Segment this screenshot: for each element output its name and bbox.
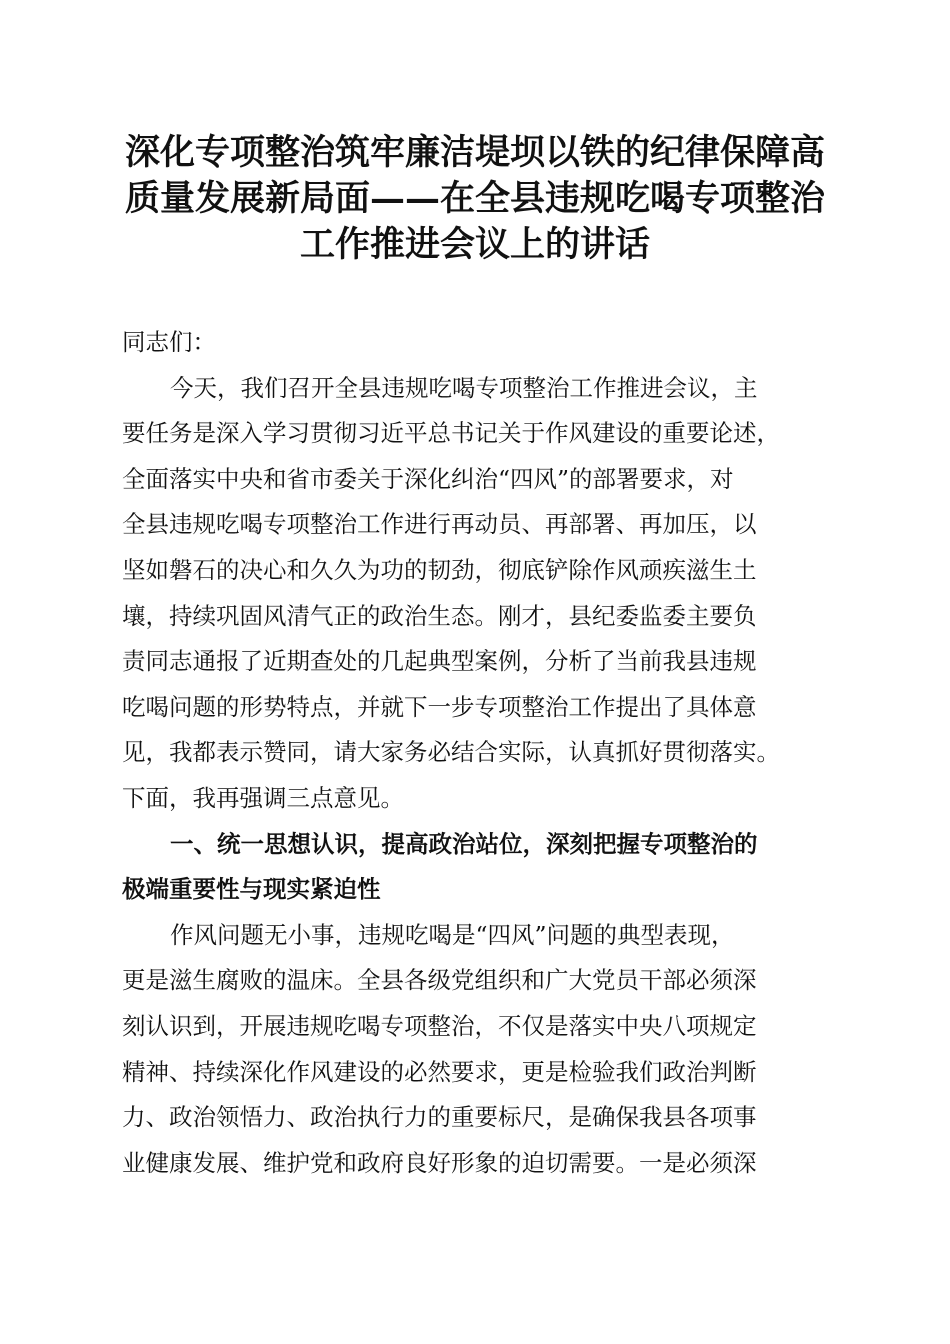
- paragraph-line: 要任务是深入学习贯彻习近平总书记关于作风建设的重要论述，: [122, 419, 780, 448]
- paragraph-line: 见，我都表示赞同，请大家务必结合实际，认真抓好贯彻落实。: [122, 738, 780, 767]
- salutation: 同志们：: [122, 328, 216, 356]
- paragraph-line: 刻认识到，开展违规吃喝专项整治，不仅是落实中央八项规定: [122, 1011, 757, 1040]
- paragraph-line: 壤，持续巩固风清气正的政治生态。刚才，县纪委监委主要负: [122, 601, 757, 630]
- title-line: 深化专项整治筑牢廉洁堤坝以铁的纪律保障高: [124, 132, 825, 173]
- title-line: 质量发展新局面——在全县违规吃喝专项整治: [124, 178, 825, 219]
- paragraph-line: 今天，我们召开全县违规吃喝专项整治工作推进会议，主: [170, 373, 758, 402]
- paragraph-line: 全面落实中央和省市委关于深化纠治“四风”的部署要求，对: [122, 464, 734, 493]
- paragraph-line: 作风问题无小事，违规吃喝是“四风”问题的典型表现，: [170, 920, 735, 949]
- paragraph-line: 业健康发展、维护党和政府良好形象的迫切需要。一是必须深: [122, 1148, 757, 1177]
- section-1-heading: [122, 822, 842, 913]
- paragraph-line: 下面，我再强调三点意见。: [122, 783, 404, 812]
- paragraph-line: 力、政治领悟力、政治执行力的重要标尺，是确保我县各项事: [122, 1103, 757, 1132]
- heading-line: 极端重要性与现实紧迫性: [122, 875, 381, 904]
- document-body: [122, 320, 842, 1186]
- paragraph-line: 坚如磐石的决心和久久为功的韧劲，彻底铲除作风顽疾滋生土: [122, 555, 757, 584]
- heading-line: 一、统一思想认识，提高政治站位，深刻把握专项整治的: [170, 829, 758, 858]
- paragraph-line: 精神、持续深化作风建设的必然要求，更是检验我们政治判断: [122, 1057, 757, 1086]
- paragraph-line: 责同志通报了近期查处的几起典型案例，分析了当前我县违规: [122, 647, 757, 676]
- paragraph-line: 更是滋生腐败的温床。全县各级党组织和广大党员干部必须深: [122, 966, 757, 995]
- paragraph-line: 全县违规吃喝专项整治工作进行再动员、再部署、再加压，以: [122, 510, 757, 539]
- title-line: 工作推进会议上的讲话: [299, 224, 650, 265]
- paragraph-2: [122, 913, 842, 1187]
- paragraph-1: [122, 366, 842, 822]
- paragraph-line: 吃喝问题的形势特点，并就下一步专项整治工作提出了具体意: [122, 692, 757, 721]
- document-title: [110, 130, 840, 268]
